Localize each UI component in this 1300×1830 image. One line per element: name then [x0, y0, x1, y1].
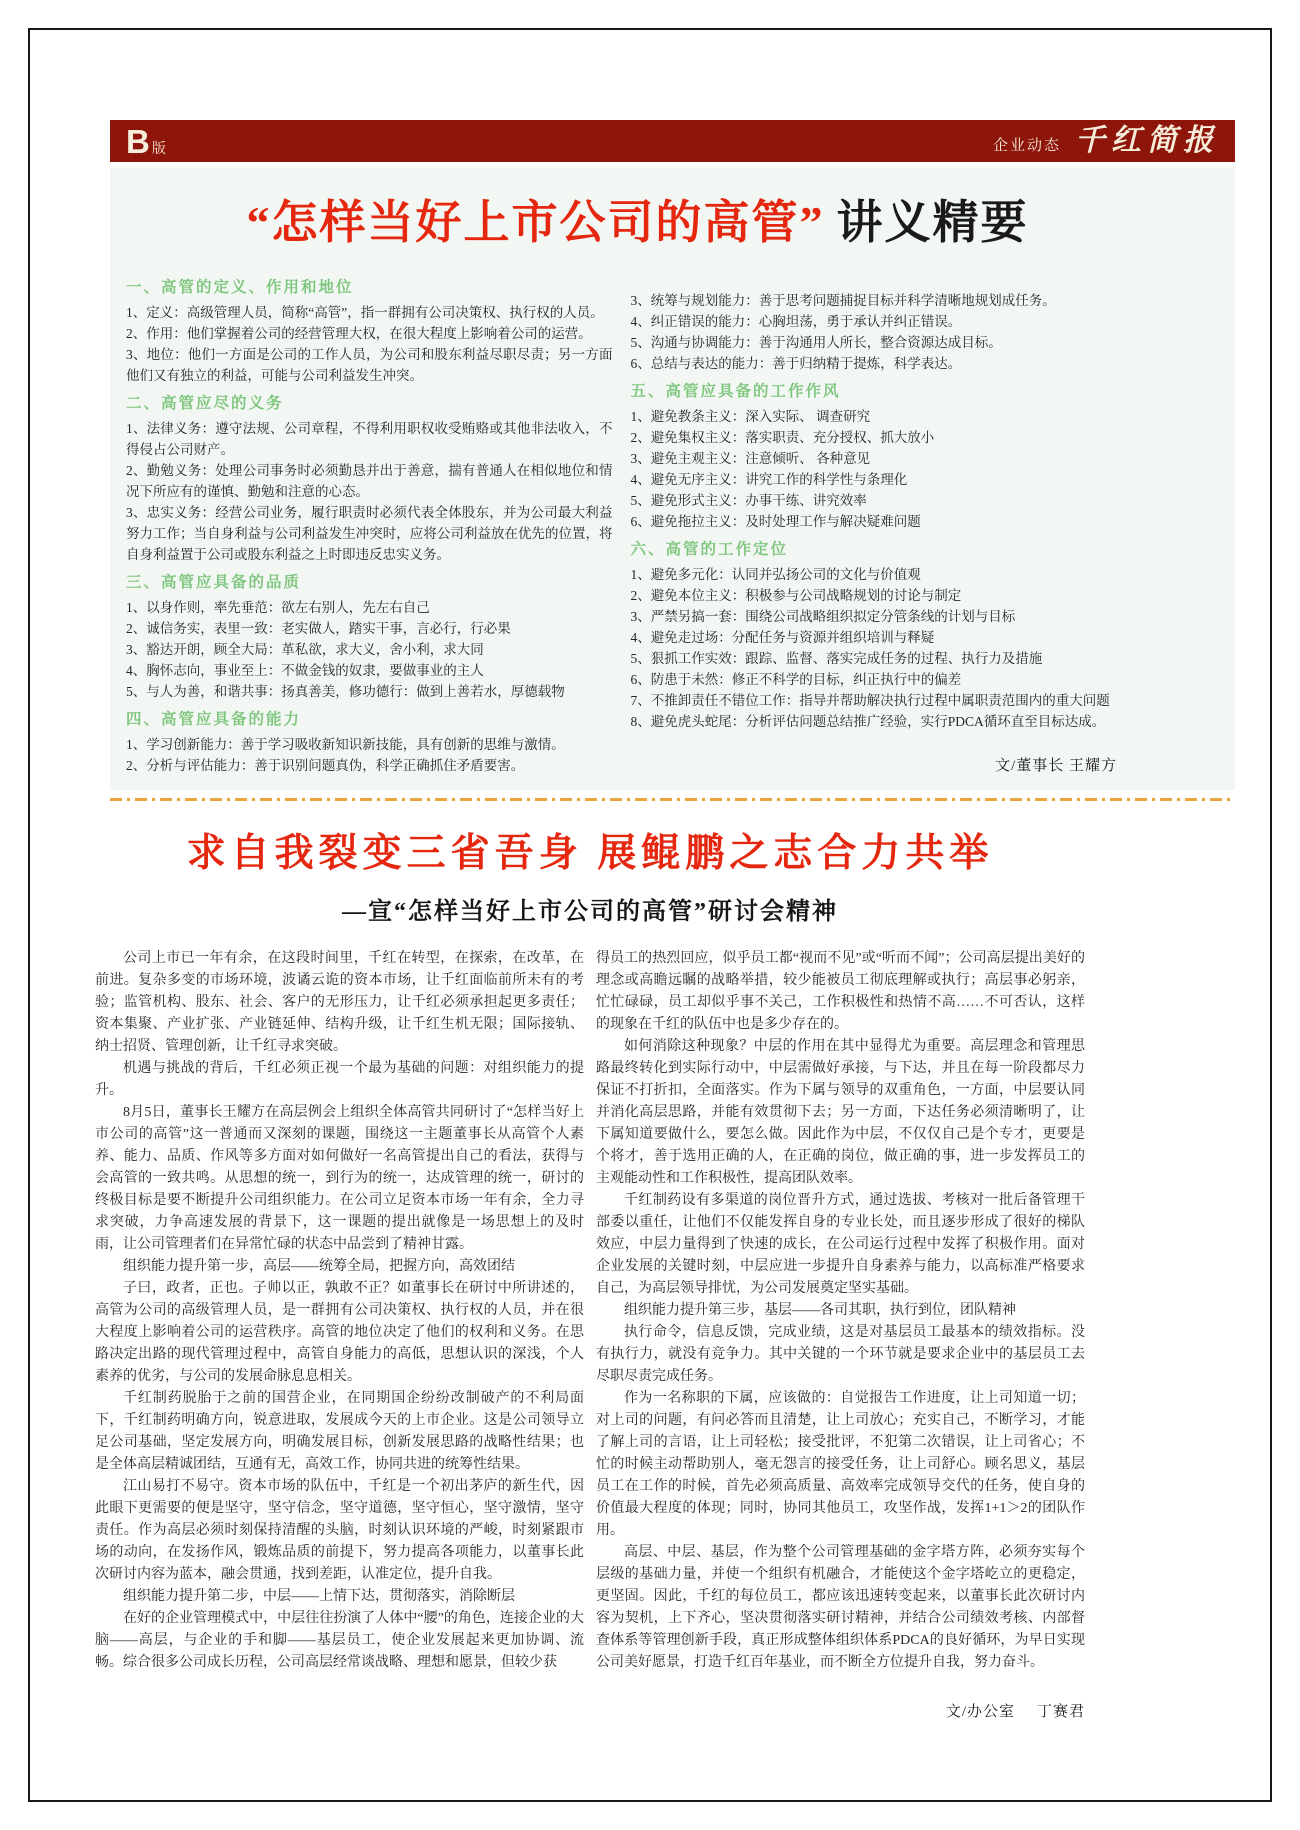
edition-label [126, 122, 166, 160]
list-item: 5、避免形式主义：办事干练、讲究效率 [630, 493, 867, 508]
list-item: 5、狠抓工作实效：跟踪、监督、落实完成任务的过程、执行力及措施 [630, 651, 1043, 666]
list-item: 3、避免主观主义：注意倾听、 各种意见 [630, 451, 871, 466]
list-item: 2、分析与评估能力：善于识别问题真伪，科学正确抓住矛盾要害。 [126, 758, 525, 773]
paragraph: 得员工的热烈回应，似乎员工都“视而不见”或“听而不闻”；公司高层提出美好的理念或高瞻远瞩的战略举措，较少能被员工彻底理解或执行；高层事必躬亲，忙忙碌碌，员工却似乎事不关己，工作积极性和热情不高……不可否认，这样的现象在千红的队伍中也是多少存在的。 [596, 951, 1085, 1032]
list-item: 3、严禁另搞一套：围绕公司战略组织拟定分管条线的计划与目标 [630, 609, 1016, 624]
section-heading: 一、高管的定义、作用和地位 [126, 279, 354, 296]
list-item: 1、避免教条主义：深入实际、 调查研究 [630, 409, 871, 424]
article1-author: 文/董事长 王耀方 [995, 758, 1117, 774]
paragraph: 8月5日，董事长王耀方在高层例会上组织全体高管共同研讨了“怎样当好上市公司的高管”这一普通而又深刻的课题，围绕这一主题董事长从高管个人素养、能力、品质、作风等多方面对如何做好一名高管提出自己的看法，获得与会高管的一致共鸣。从思想的统一，到行为的统一，达成管理的统一，研讨的终极目标是要不断提升公司组织能力。在公司立足资本市场一年有余，全力寻求突破，力争高速发展的背景下，这一课题的提出就像是一场思想上的及时雨，让公司管理者们在异常忙碌的状态中品尝到了精神甘露。 [95, 1105, 584, 1252]
paragraph: 江山易打不易守。资本市场的队伍中，千红是一个初出茅庐的新生代，因此眼下更需要的便是坚守，坚守信念，坚守道德，坚守恒心，坚守激情，坚守责任。作为高层必须时刻保持清醒的头脑，时刻认识环境的严峻，时刻紧跟市场的动向，在发扬作风，锻炼品质的前提下，努力提高各项能力，以董事长此次研讨内容为蓝本，融会贯通，找到差距，认准定位，提升自我。 [95, 1479, 584, 1582]
paragraph: 公司上市已一年有余，在这段时间里，千红在转型，在探索，在改革，在前进。复杂多变的市场环境，波谲云诡的资本市场，让千红面临前所未有的考验；监管机构、股东、社会、客户的无形压力，让千红必须承担起更多责任；资本集聚、产业扩张、产业链延伸、结构升级，让千红生机无限；国际接轨、纳士招贤、管理创新，让千红寻求突破。 [95, 951, 584, 1054]
masthead-brand [993, 126, 1219, 156]
article1-right-blocks [631, 290, 1118, 732]
paragraph: 组织能力提升第三步，基层——各司其职，执行到位，团队精神 [624, 1303, 1016, 1318]
list-item: 6、总结与表达的能力：善于归纳精于提炼，科学表达。 [630, 356, 962, 371]
paragraph: 执行命令，信息反馈，完成业绩，这是对基层员工最基本的绩效指标。没有执行力，就没有竞争力。其中关键的一个环节就是要求企业中的基层员工去尽职尽责完成任务。 [596, 1325, 1085, 1384]
paragraph: 组织能力提升第二步，中层——上情下达，贯彻落实，消除断层 [123, 1589, 515, 1604]
section-heading: 二、高管应尽的义务 [126, 395, 284, 412]
list-item: 6、避免拖拉主义：及时处理工作与解决疑难问题 [630, 514, 921, 529]
masthead-bar [110, 120, 1235, 162]
list-item: 2、避免本位主义：积极参与公司战略规划的讨论与制定 [630, 588, 962, 603]
article2-right-column [596, 948, 1085, 1721]
paragraph: 千红制药脱胎于之前的国营企业，在同期国企纷纷改制破产的不利局面下，千红制药明确方向，锐意进取，发展成今天的上市企业。这是公司领导立足公司基础，坚定发展方向，明确发展目标，创新发展思路的战略性结果；也是全体高层精诚团结，互通有无，高效工作，协同共进的统筹性结果。 [95, 1391, 584, 1472]
list-item: 2、避免集权主义：落实职责、充分授权、抓大放小 [630, 430, 935, 445]
section-heading: 三、高管应具备的品质 [126, 574, 302, 591]
article2-author-name: 丁赛君 [1036, 1704, 1085, 1720]
list-item: 7、不推卸责任不错位工作：指导并帮助解决执行过程中属职责范围内的重大问题 [630, 693, 1110, 708]
article2-subtitle: —宣“怎样当好上市公司的高管”研讨会精神 [342, 899, 838, 925]
article-seminar-spirit [95, 822, 1085, 1721]
paragraph: 组织能力提升第一步，高层——统筹全局，把握方向，高效团结 [123, 1259, 515, 1274]
brand-name: 千红简报 [1075, 124, 1219, 157]
paragraph: 机遇与挑战的背后，千红必须正视一个最为基础的问题：对组织能力的提升。 [95, 1061, 584, 1098]
list-item: 2、作用：他们掌握着公司的经营管理大权，在很大程度上影响着公司的运营。 [126, 326, 592, 341]
list-item: 1、以身作则，率先垂范：欲左右别人，先左右自己 [126, 600, 430, 615]
list-item: 1、学习创新能力：善于学习吸收新知识新技能，具有创新的思维与激情。 [126, 737, 565, 752]
list-item: 3、忠实义务：经营公司业务，履行职责时必须代表全体股东，并为公司最大利益努力工作；当自身利益与公司利益发生冲突时，应将公司利益放在优先的位置，将自身利益置于公司或股东利益之上时即违反忠实义务。 [126, 505, 613, 562]
dashed-divider [110, 798, 1235, 801]
article2-author-label: 文/办公室 [945, 1704, 1015, 1720]
article2-left-column [95, 948, 584, 1721]
list-item: 4、避免走过场：分配任务与资源并组织培训与释疑 [630, 630, 935, 645]
section-heading: 六、高管的工作定位 [630, 541, 789, 558]
list-item: 6、防患于未然：修正不科学的目标，纠正执行中的偏差 [630, 672, 962, 687]
list-item: 2、勤勉义务：处理公司事务时必须勤恳并出于善意，揣有普通人在相似地位和情况下所应有的谨慎、勤勉和注意的心态。 [126, 463, 613, 499]
article2-author [596, 1700, 1085, 1721]
article2-title: 求自我裂变三省吾身 展鲲鹏之志合力共举 [186, 832, 994, 875]
article2-columns [95, 948, 1085, 1721]
list-item: 8、避免虎头蛇尾：分析评估问题总结推广经验，实行PDCA循环直至目标达成。 [630, 714, 1106, 729]
article1-columns [126, 270, 1219, 776]
article1-right-column [631, 270, 1118, 776]
section-heading: 四、高管应具备的能力 [126, 711, 302, 728]
category-label: 企业动态 [992, 137, 1061, 154]
list-item: 1、法律义务：遵守法规、公司章程，不得利用职权收受贿赂或其他非法收入，不得侵占公司财产。 [126, 421, 613, 457]
paragraph: 如何消除这种现象？中层的作用在其中显得尤为重要。高层理念和管理思路最终转化到实际行动中，中层需做好承接，与下达，并且在每一阶段都尽力保证不打折扣，全面落实。作为下属与领导的双重角色，一方面，中层要认同并消化高层思路，并能有效贯彻下去；另一方面，下达任务必须清晰明了，让下属知道要做什么，要怎么做。因此作为中层，不仅仅自己是个专才，更要是个将才，善于选用正确的人，在正确的岗位，做正确的事，进一步发挥员工的主观能动性和工作积极性，提高团队效率。 [596, 1039, 1085, 1186]
paragraph: 高层、中层、基层，作为整个公司管理基础的金字塔方阵，必须夯实每个层级的基础力量，并使一个组织有机融合，才能使这个金字塔屹立的更稳定，更坚固。因此，千红的每位员工，都应该迅速转变起来，以董事长此次研讨内容为契机，上下齐心，坚决贯彻落实研讨精神，并结合公司绩效考核、内部督查体系等管理创新手段，真正形成整体组织体系PDCA的良好循环，为早日实现公司美好愿景，打造千红百年基业，而不断全方位提升自我，努力奋斗。 [596, 1545, 1085, 1670]
list-item: 1、避免多元化：认同并弘扬公司的文化与价值观 [630, 567, 921, 582]
paragraph: 作为一名称职的下属，应该做的：自觉报告工作进度，让上司知道一切；对上司的问题，有问必答而且清楚，让上司放心；充实自己，不断学习，才能了解上司的言语，让上司轻松；接受批评，不犯第二次错误，让上司省心；不忙的时候主动帮助别人，毫无怨言的接受任务，让上司舒心。顾名思义，基层员工在工作的时候，首先必须高质量、高效率完成领导交代的任务，使自身的价值最大程度的体现；同时，协同其他员工，攻坚作战，发挥1+1＞2的团队作用。 [596, 1391, 1085, 1538]
list-item: 4、纠正错误的能力：心胸坦荡，勇于承认并纠正错误。 [630, 314, 962, 329]
list-item: 5、沟通与协调能力：善于沟通用人所长，整合资源达成目标。 [630, 335, 1002, 350]
list-item: 4、避免无序主义：讲究工作的科学性与条理化 [630, 472, 908, 487]
list-item: 4、胸怀志向，事业至上：不做金钱的奴隶，要做事业的主人 [126, 663, 484, 678]
article1-title [126, 186, 1219, 252]
list-item: 3、豁达开朗，顾全大局：革私欲，求大义，舍小利，求大同 [126, 642, 484, 657]
list-item: 2、诚信务实，表里一致：老实做人，踏实干事，言必行，行必果 [126, 621, 511, 636]
paragraph: 千红制药设有多渠道的岗位晋升方式，通过选拔、考核对一批后备管理干部委以重任，让他们不仅能发挥自身的专业长处，而且逐步形成了很好的梯队效应，中层力量得到了快速的成长，在公司运行过程中发挥了积极作用。面对企业发展的关键时刻，中层应进一步提升自身素养与能力，以高标准严格要求自己，为高层领导排忧，为公司发展奠定坚实基础。 [596, 1193, 1085, 1296]
article1-title-red: “怎样当好上市公司的高管” [246, 197, 825, 248]
paragraph: 子曰，政者，正也。子帅以正，孰敢不正？如董事长在研讨中所讲述的，高管为公司的高级管理人员，是一群拥有公司决策权、执行权的人员，并在很大程度上影响着公司的运营秩序。高管的地位决定了他们的权利和义务。在思路决定出路的现代管理过程中，高管自身能力的高低，思想认识的深浅，个人素养的优劣，与公司的发展命脉息息相关。 [95, 1281, 584, 1384]
edition-letter: B [126, 122, 150, 160]
list-item: 1、定义：高级管理人员，简称“高管”，指一群拥有公司决策权、执行权的人员。 [126, 305, 604, 320]
list-item: 3、统筹与规划能力：善于思考问题捕捉目标并科学清晰地规划成任务。 [630, 293, 1056, 308]
edition-suffix: 版 [151, 139, 166, 156]
article-lecture-notes [110, 168, 1235, 790]
section-heading: 五、高管应具备的工作作风 [630, 383, 841, 400]
list-item: 3、地位：他们一方面是公司的工作人员，为公司和股东利益尽职尽责；另一方面他们又有独立的利益，可能与公司利益发生冲突。 [126, 347, 613, 383]
article1-left-column [126, 270, 613, 776]
article1-title-black: 讲义精要 [836, 197, 1029, 248]
paragraph: 在好的企业管理模式中，中层往往扮演了人体中“腰”的角色，连接企业的大脑——高层，与企业的手和脚——基层员工，使企业发展起来更加协调、流畅。综合很多公司成长历程，公司高层经常谈战略、理想和愿景，但较少获 [95, 1611, 584, 1670]
list-item: 5、与人为善，和谐共事：扬真善美，修功德行：做到上善若水，厚德载物 [126, 684, 565, 699]
article2-right-paragraphs [596, 948, 1085, 1674]
